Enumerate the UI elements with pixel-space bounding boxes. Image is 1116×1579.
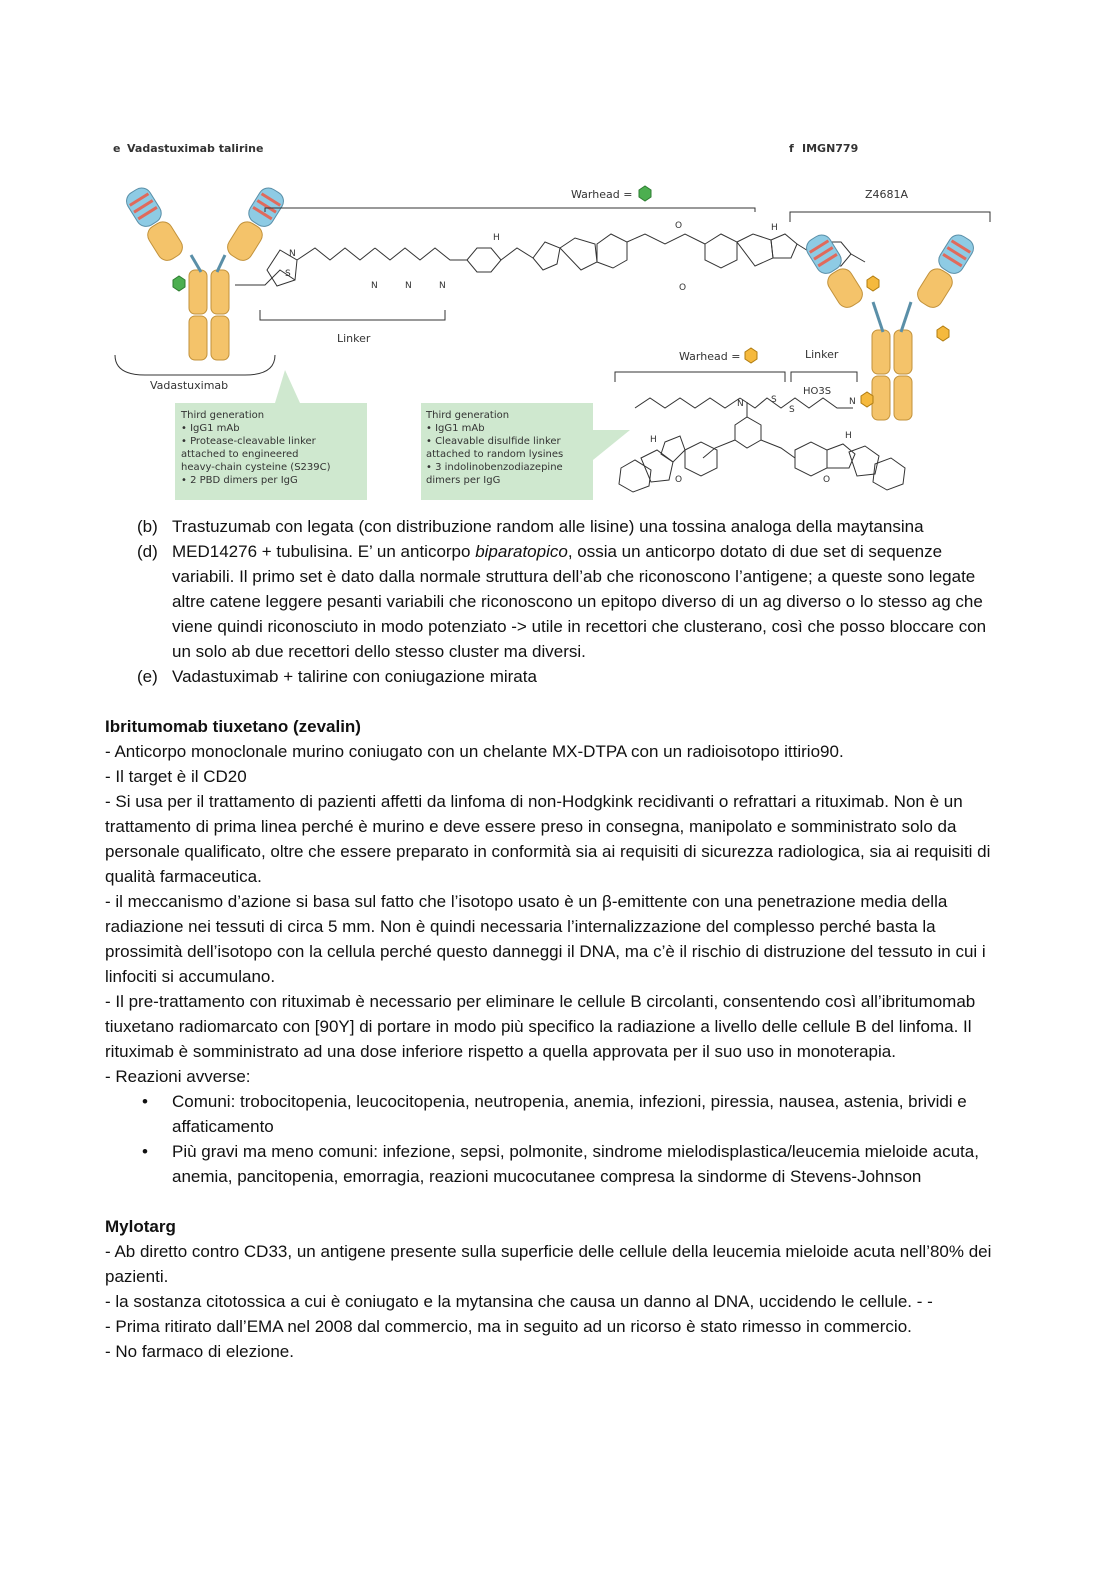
atom-s-e: S <box>285 269 291 279</box>
warhead-hexagon-f <box>745 348 757 363</box>
list-text: Trastuzumab con legata (con distribuzione random alle lisine) una tossina analoga della maytansina <box>172 517 924 536</box>
atom-o-e1: O <box>675 221 683 231</box>
box-e-line-4: heavy-chain cysteine (S239C) <box>181 462 331 473</box>
list-label: (e) <box>137 667 158 686</box>
box-f-line-2: • Cleavable disulfide linker <box>426 436 561 447</box>
atom-o-f2: O <box>823 475 831 485</box>
bullet-text: Comuni: trobocitopenia, leucocitopenia, neutropenia, anemia, infezioni, piressia, nausea, astenia, brividi e affaticamento <box>172 1092 967 1136</box>
paragraph: - Reazioni avverse: <box>105 1067 251 1086</box>
box-f-line-1: • IgG1 mAb <box>426 423 485 434</box>
bullet-marker: • <box>142 1092 148 1111</box>
z4681a-label: Z4681A <box>865 188 909 201</box>
box-f-line-3: attached to random lysines <box>426 449 564 460</box>
document-body <box>105 514 1005 1364</box>
box-f-line-4: • 3 indolinobenzodiazepine <box>426 462 563 473</box>
atom-n-e3: N <box>405 281 412 291</box>
atom-o-f1: O <box>675 475 683 485</box>
bullet-marker: • <box>142 1142 148 1161</box>
box-e-line-1: • IgG1 mAb <box>181 423 240 434</box>
biparatopico-term: biparatopico <box>475 542 568 561</box>
list-label: (d) <box>137 542 158 561</box>
list-label: (b) <box>137 517 158 536</box>
box-e-line-5: • 2 PBD dimers per IgG <box>181 475 298 486</box>
section-title-ibritumomab: Ibritumomab tiuxetano (zevalin) <box>105 717 361 736</box>
panel-f-letter: f <box>789 142 794 155</box>
box-f-line-0: Third generation <box>426 410 510 421</box>
adc-structures-figure <box>105 130 1005 505</box>
box-f-line-5: dimers per IgG <box>426 475 501 486</box>
box-e-line-2: • Protease-cleavable linker <box>181 436 316 447</box>
list-item-d <box>105 539 1005 664</box>
atom-h-e2: H <box>771 223 778 233</box>
paragraph: - Anticorpo monoclonale murino coniugato con un chelante MX-DTPA con un radioisotopo ittirio90. <box>105 742 844 761</box>
panel-e-title: Vadastuximab talirine <box>127 142 264 155</box>
paragraph: - Il pre-trattamento con rituximab è necessario per eliminare le cellule B circolanti, consentendo così all’ibritumomab tiuxetano radiomarcato con [90Y] di portare in modo più specifico la radiazione a livello delle cellule B del linfoma. Il rituximab è somministrato ad una dose inferiore rispetto a quella approvata per il suo uso in monoterapia. <box>105 992 976 1061</box>
atom-n-e1: N <box>289 249 296 259</box>
atom-n-e4: N <box>439 281 446 291</box>
atom-s-f1: S <box>771 395 777 405</box>
panel-e-letter: e <box>113 142 121 155</box>
atom-h-f1: H <box>650 435 657 445</box>
paragraph: - No farmaco di elezione. <box>105 1342 294 1361</box>
atom-n-e2: N <box>371 281 378 291</box>
paragraph: - Si usa per il trattamento di pazienti affetti da linfoma di non-Hodgkink recidivanti o refrattari a rituximab. Non è un trattamento di prima linea perché è murino e deve essere preso in consegna, manipolato e somministrato solo da personale qualificato, oltre che essere preparato in conformità sia ai requisiti di sicurezza radiologica, sia ai requisiti di qualità farmaceutica. <box>105 792 991 886</box>
warhead-label-f: Warhead = <box>679 350 741 363</box>
atom-n-f1: N <box>737 399 744 409</box>
sulfonate-label: HO3S <box>803 386 832 397</box>
list-item-e <box>105 664 1005 689</box>
paragraph: - Il target è il CD20 <box>105 767 247 786</box>
atom-h-e1: H <box>493 233 500 243</box>
list-item-b <box>105 514 1005 539</box>
box-e-line-0: Third generation <box>181 410 265 421</box>
linker-label-f: Linker <box>805 348 839 361</box>
warhead-label-e: Warhead = <box>571 188 633 201</box>
vadastuximab-label: Vadastuximab <box>150 379 229 392</box>
panel-f-title: IMGN779 <box>802 142 859 155</box>
list-text: Vadastuximab + talirine con coniugazione mirata <box>172 667 537 686</box>
imgn779-chemical-structure <box>615 372 905 492</box>
bullet-item <box>142 1139 1005 1189</box>
paragraph: - Ab diretto contro CD33, un antigene presente sulla superficie delle cellule della leucemia mieloide acuta nell’80% dei pazienti. <box>105 1242 992 1286</box>
vadastuximab-antibody <box>123 184 287 360</box>
atom-n-f2: N <box>849 397 856 407</box>
box-e-line-3: attached to engineered <box>181 449 299 460</box>
paragraph: - il meccanismo d’azione si basa sul fatto che l’isotopo usato è un β-emittente con una penetrazione media della radiazione nei tessuti di circa 5 mm. Non è quindi necessaria l’internalizzazione del complesso perché basta la prossimità dell’isotopo con la cellula perché questo danneggi il DNA, ma c’è il rischio di distruzione del tessuto in cui i linfociti si accumulano. <box>105 892 986 986</box>
paragraph: - la sostanza citotossica a cui è coniugato e la mytansina che causa un danno al DNA, uccidendo le cellule. - - <box>105 1292 933 1311</box>
atom-h-f2: H <box>845 431 852 441</box>
section-title-mylotarg: Mylotarg <box>105 1217 176 1236</box>
bullet-item <box>142 1089 1005 1139</box>
bullet-text: Più gravi ma meno comuni: infezione, sepsi, polmonite, sindrome mielodisplastica/leucemia mieloide acuta, anemia, pancitopenia, emorragia, reazioni mucocutanee compresa la sindorme di Stevens-Johnson <box>172 1142 979 1186</box>
list-text: MED14276 + tubulisina. E’ un anticorpo biparatopico, ossia un anticorpo dotato di due set di sequenze variabili. Il primo set è dato dalla normale struttura dell’ab che riconoscono l’antigene; a queste sono legate altre catene leggere pesanti variabili che riconoscono un epitopo diverso di un ag diverso o lo stesso ag che viene quindi riconosciuto in modo potenziato -> utile in recettori che clusterano, così che posso bloccare con un solo ab due recettori dello stesso cluster ma diversi. <box>172 542 987 661</box>
atom-s-f2: S <box>789 405 795 415</box>
atom-o-e2: O <box>679 283 687 293</box>
warhead-hexagon-e <box>639 186 651 201</box>
linker-label-e: Linker <box>337 332 371 345</box>
paragraph: - Prima ritirato dall’EMA nel 2008 dal commercio, ma in seguito ad un ricorso è stato rimesso in commercio. <box>105 1317 912 1336</box>
